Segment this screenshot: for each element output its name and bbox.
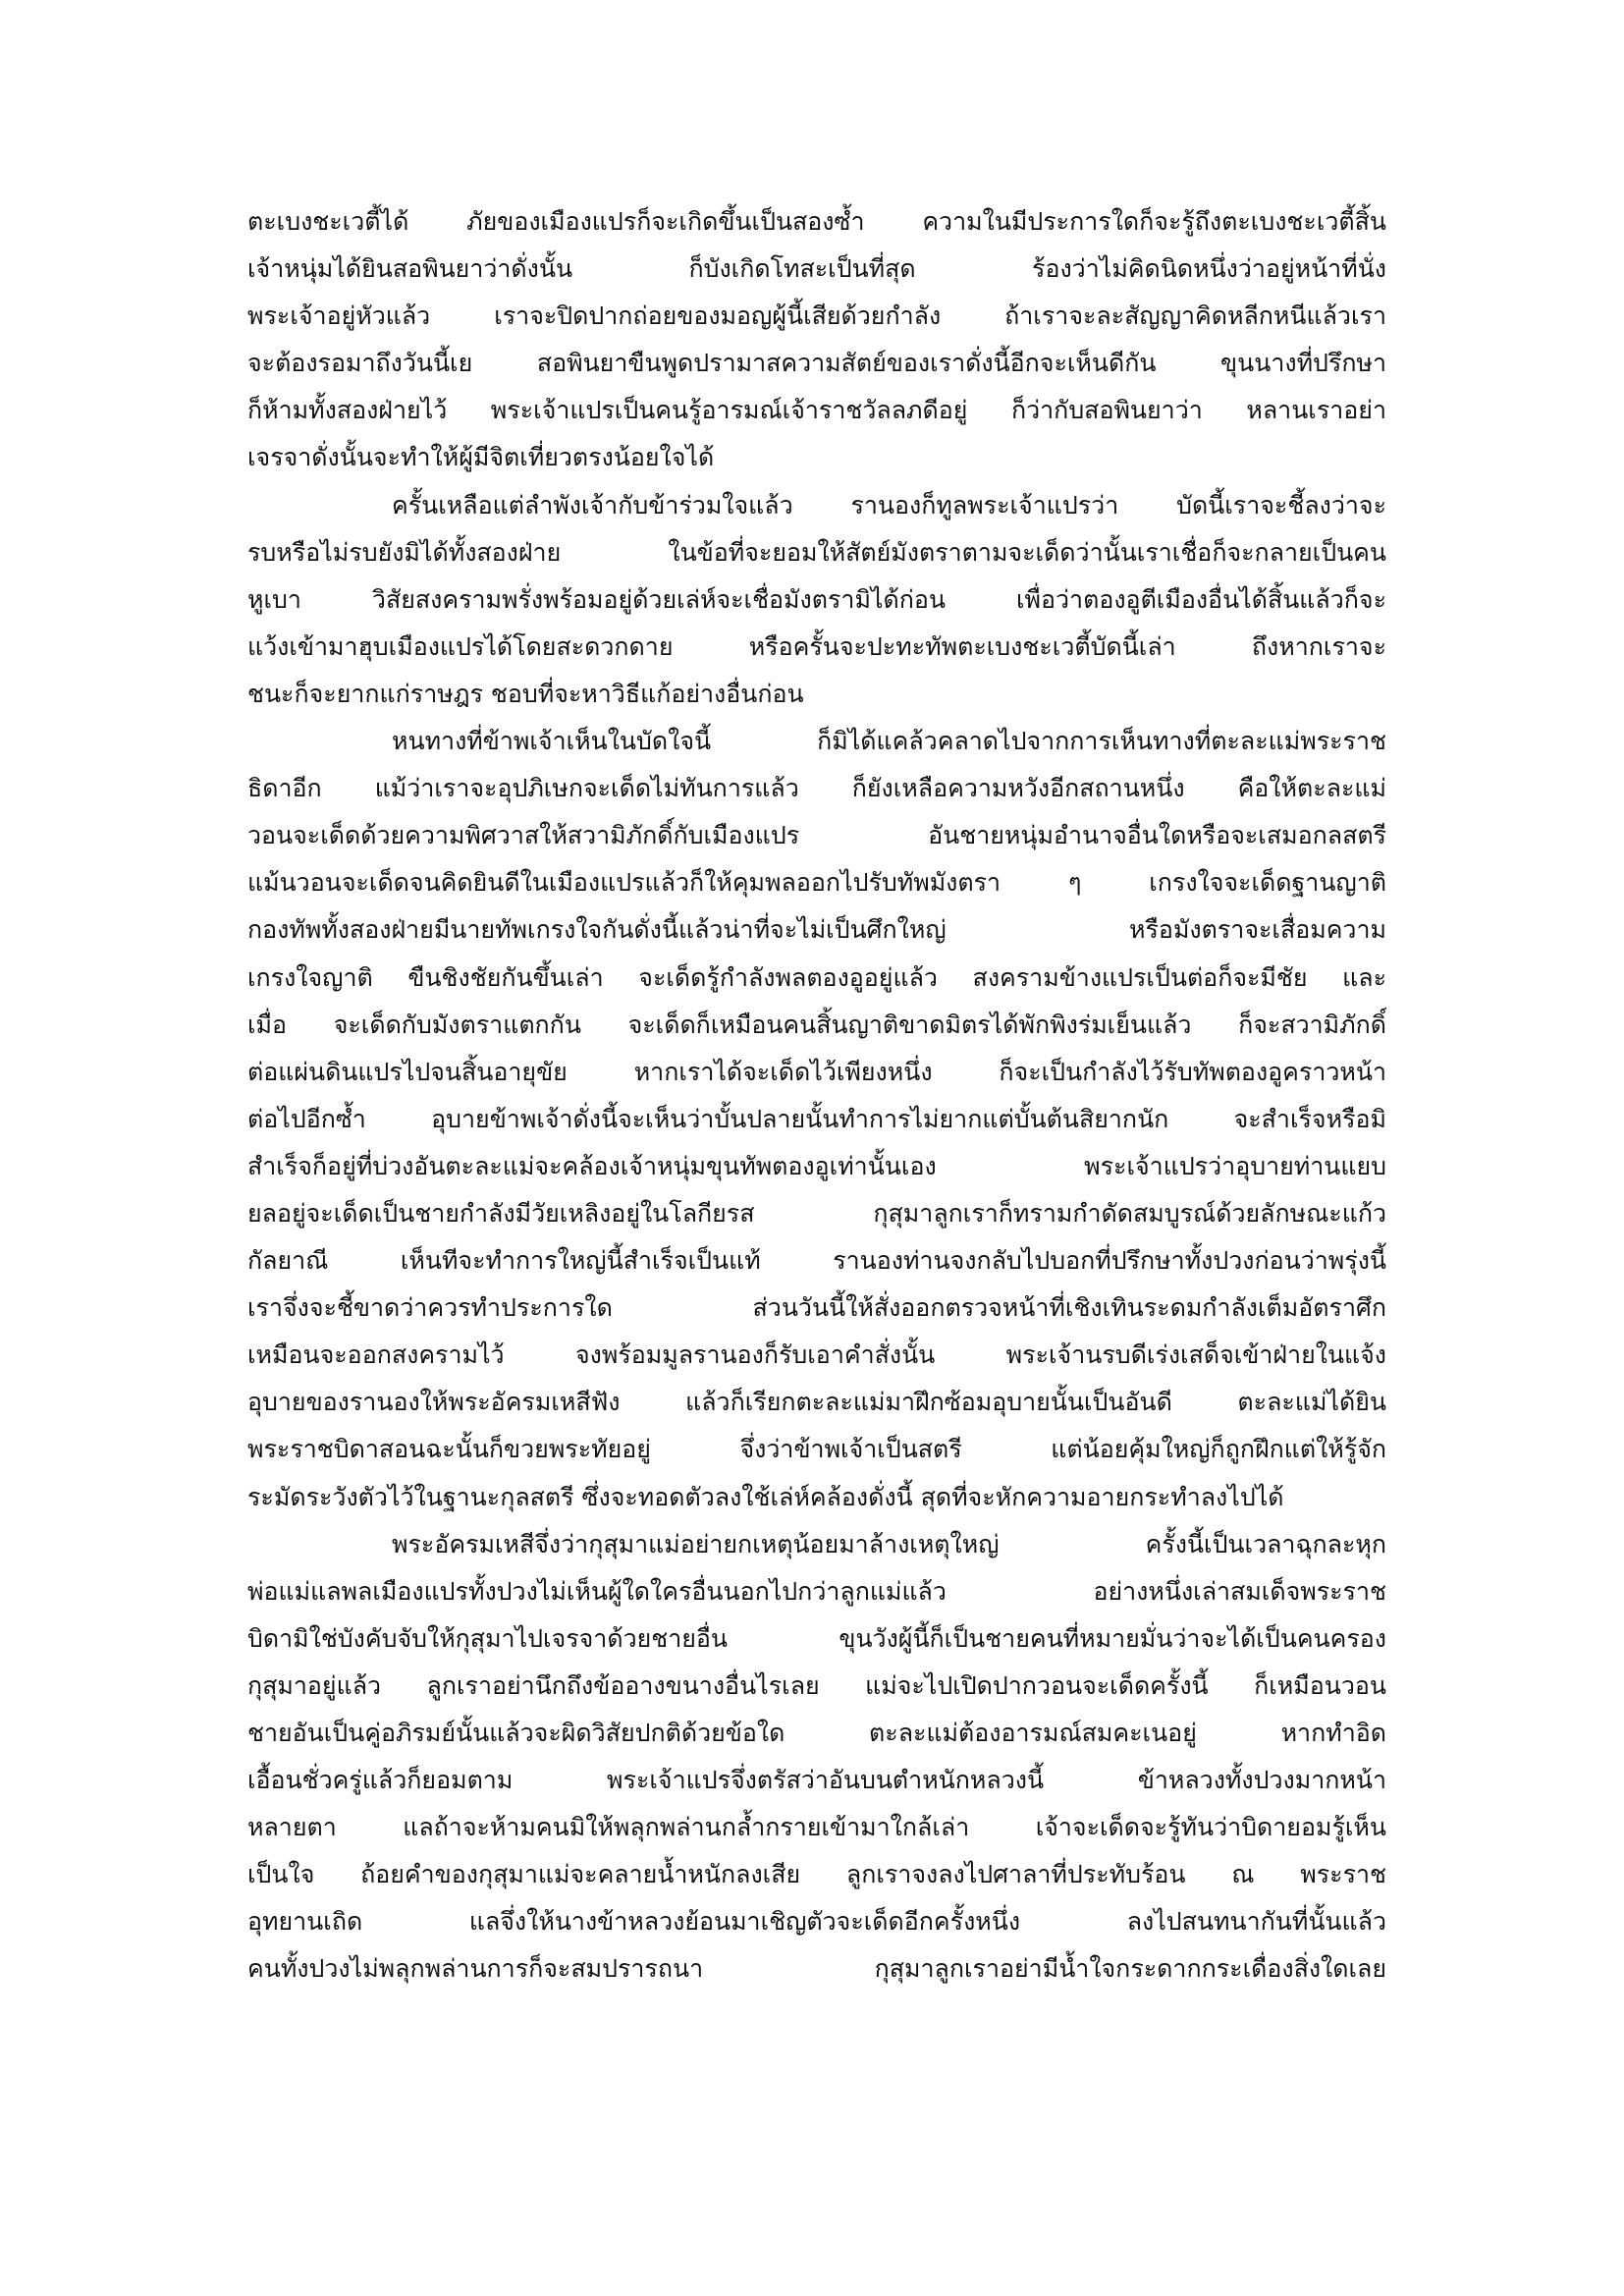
text-line: กัลยาณี เห็นทีจะทำการใหญ่นี้สำเร็จเป็นแท้ รานองท่านจงกลับไปบอกที่ปรึกษาทั้งปวงก่อนว่าพรุ่งนี้ — [247, 1246, 1386, 1276]
text-line: ยลอยู่จะเด็ดเป็นชายกำลังมีวัยเหลิงอยู่ในโลกียรส กุสุมาลูกเราก็ทรามกำดัดสมบูรณ์ด้วยลักษณะแก้ว — [247, 1198, 1386, 1228]
text-line: หูเบา วิสัยสงครามพรั่งพร้อมอยู่ด้วยเล่ห์จะเชื่อมังตรามิได้ก่อน เพื่อว่าตองอูตีเมืองอื่นได้สิ้นแล้วก็จะ — [247, 584, 1386, 614]
text-line: พระราชบิดาสอนฉะนั้นก็ขวยพระทัยอยู่ จึ่งว่าข้าพเจ้าเป็นสตรี แต่น้อยคุ้มใหญ่ก็ถูกฝึกแต่ให้รู้จัก — [247, 1435, 1386, 1464]
text-line: ต่อไปอีกซ้ำ อุบายข้าพเจ้าดั่งนี้จะเห็นว่าบั้นปลายนั้นทำการไม่ยากแต่บั้นต้นสิยากนัก จะสำเร็จหรือมิ — [247, 1104, 1386, 1133]
text-line: ชายอันเป็นคู่อภิรมย์นั้นแล้วจะผิดวิสัยปกติด้วยข้อใด ตะละแม่ต้องอารมณ์สมคะเนอยู่ หากทำอิด — [247, 1719, 1386, 1747]
text-line: กุสุมาอยู่แล้ว ลูกเราอย่านึกถึงข้ออางขนางอื่นไรเลย แม่จะไปเปิดปากวอนจะเด็ดครั้งนี้ ก็เหมือนวอน — [247, 1670, 1386, 1700]
text-line: ต่อแผ่นดินแปรไปจนสิ้นอายุขัย หากเราได้จะเด็ดไว้เพียงหนึ่ง ก็จะเป็นกำลังไว้รับทัพตองอูคราวหน้า — [247, 1057, 1386, 1086]
text-line: วอนจะเด็ดด้วยความพิศวาสให้สวามิภักดิ์กับเมืองแปร อันชายหนุ่มอำนาจอื่นใดหรือจะเสมอกลสตรี — [247, 821, 1386, 850]
text-line: เมื่อ จะเด็ดกับมังตราแตกกัน จะเด็ดก็เหมือนคนสิ้นญาติขาดมิตรได้พักพิงร่มเย็นแล้ว ก็จะสวามิภักดิ์ — [247, 1010, 1386, 1039]
text-line: เป็นใจ ถ้อยคำของกุสุมาแม่จะคลายน้ำหนักลงเสีย ลูกเราจงลงไปศาลาที่ประทับร้อน ณ พระราช — [247, 1860, 1386, 1889]
text-line: ก็ห้ามทั้งสองฝ่ายไว้ พระเจ้าแปรเป็นคนรู้อารมณ์เจ้าราชวัลลภดีอยู่ ก็ว่ากับสอพินยาว่า หลานเราอย่า — [247, 396, 1386, 425]
text-line: ระมัดระวังตัวไว้ในฐานะกุลสตรี ซึ่งจะทอดตัวลงใช้เล่ห์คล้องดั่งนี้ สุดที่จะหักความอายกระทำลงไปได้ — [247, 1482, 1284, 1511]
text-line: รบหรือไม่รบยังมิได้ทั้งสองฝ่าย ในข้อที่จะยอมให้สัตย์มังตราตามจะเด็ดว่านั้นเราเชื่อก็จะกลายเป็นคน — [247, 537, 1386, 567]
text-line: แว้งเข้ามาฮุบเมืองแปรได้โดยสะดวกดาย หรือครั้นจะปะทะทัพตะเบงชะเวตี้บัดนี้เล่า ถึงหากเราจะ — [247, 631, 1386, 661]
text-line: เจ้าหนุ่มได้ยินสอพินยาว่าดั่งนั้น ก็บังเกิดโทสะเป็นที่สุด ร้องว่าไม่คิดนิดหนึ่งว่าอยู่หน้าที่นั่ง — [247, 254, 1386, 284]
paragraph-first-line: ครั้นเหลือแต่ลำพังเจ้ากับข้าร่วมใจแล้ว รานองก็ทูลพระเจ้าแปรว่า บัดนี้เราจะชี้ลงว่าจะ — [392, 490, 1386, 519]
text-line: เหมือนจะออกสงครามไว้ จงพร้อมมูลรานองก็รับเอาคำสั่งนั้น พระเจ้านรบดีเร่งเสด็จเข้าฝ่ายในแจ้ง — [247, 1340, 1386, 1370]
text-line: พระเจ้าอยู่หัวแล้ว เราจะปิดปากถ่อยของมอญผู้นี้เสียด้วยกำลัง ถ้าเราจะละสัญญาคิดหลีกหนีแล้วเรา — [247, 301, 1386, 331]
text-line: ชนะก็จะยากแก่ราษฎร ชอบที่จะหาวิธีแก้อย่างอื่นก่อน — [247, 679, 804, 708]
paragraph-first-line: หนทางที่ข้าพเจ้าเห็นในบัดใจนี้ ก็มิได้แคล้วคลาดไปจากการเห็นทางที่ตะละแม่พระราช — [392, 727, 1386, 756]
text-line: พ่อแม่แลพลเมืองแปรทั้งปวงไม่เห็นผู้ใดใครอื่นนอกไปกว่าลูกแม่แล้ว อย่างหนึ่งเล่าสมเด็จพระราช — [247, 1576, 1386, 1606]
text-line: แม้นวอนจะเด็ดจนคิดยินดีในเมืองแปรแล้วก็ให้คุมพลออกไปรับทัพมังตรา ๆ เกรงใจจะเด็ดฐานญาติ — [247, 868, 1386, 898]
text-line: หลายตา แลถ้าจะห้ามคนมิให้พลุกพล่านกล้ำกรายเข้ามาใกล้เล่า เจ้าจะเด็ดจะรู้ทันว่าบิดายอมรู้เห็น — [247, 1813, 1386, 1842]
text-line: เจรจาดั่งนั้นจะทำให้ผู้มีจิตเที่ยวตรงน้อยใจได้ — [247, 443, 715, 472]
text-line: อุทยานเถิด แลจึ่งให้นางข้าหลวงย้อนมาเชิญตัวจะเด็ดอีกครั้งหนึ่ง ลงไปสนทนากันที่นั้นแล้ว — [247, 1907, 1386, 1937]
text-line: ตะเบงชะเวตี้ได้ ภัยของเมืองแปรก็จะเกิดขึ้นเป็นสองซ้ำ ความในมีประการใดก็จะรู้ถึงตะเบงชะเวตี้สิ้น — [247, 207, 1386, 236]
text-line: กองทัพทั้งสองฝ่ายมีนายทัพเกรงใจกันดั่งนี้แล้วน่าที่จะไม่เป็นศึกใหญ่ หรือมังตราจะเสื่อมความ — [247, 915, 1386, 945]
body-text — [247, 198, 1386, 1994]
paragraph-first-line: พระอัครมเหสีจึ่งว่ากุสุมาแม่อย่ายกเหตุน้อยมาล้างเหตุใหญ่ ครั้งนี้เป็นเวลาฉุกละหุก — [392, 1529, 1386, 1558]
text-line: เอื้อนชั่วครู่แล้วก็ยอมตาม พระเจ้าแปรจึ่งตรัสว่าอันบนตำหนักหลวงนี้ ข้าหลวงทั้งปวงมากหน้า — [247, 1766, 1386, 1795]
text-line: เกรงใจญาติ ขืนชิงชัยกันขึ้นเล่า จะเด็ดรู้กำลังพลตองอูอยู่แล้ว สงครามข้างแปรเป็นต่อก็จะมีชัย และ — [247, 962, 1386, 992]
text-line: บิดามิใช่บังคับจับให้กุสุมาไปเจรจาด้วยชายอื่น ขุนวังผู้นี้ก็เป็นชายคนที่หมายมั่นว่าจะได้เป็นคนครอง — [247, 1623, 1386, 1653]
text-line: เราจึ่งจะชี้ขาดว่าควรทำประการใด ส่วนวันนี้ให้สั่งออกตรวจหน้าที่เชิงเทินระดมกำลังเต็มอัตราศึก — [247, 1293, 1386, 1323]
text-line: จะต้องรอมาถึงวันนี้เย สอพินยาขืนพูดปรามาสความสัตย์ของเราดั่งนี้อีกจะเห็นดีกัน ขุนนางที่ปรึกษา — [247, 349, 1386, 378]
text-line: ธิดาอีก แม้ว่าเราจะอุปภิเษกจะเด็ดไม่ทันการแล้ว ก็ยังเหลือความหวังอีกสถานหนึ่ง คือให้ตะละแม่ — [247, 774, 1386, 803]
text-line: สำเร็จก็อยู่ที่บ่วงอันตะละแม่จะคล้องเจ้าหนุ่มขุนทัพตองอูเท่านั้นเอง พระเจ้าแปรว่าอุบายท่านแยบ — [247, 1151, 1386, 1180]
text-line: อุบายของรานองให้พระอัครมเหสีฟัง แล้วก็เรียกตะละแม่มาฝึกซ้อมอุบายนั้นเป็นอันดี ตะละแม่ได้ยิน — [247, 1388, 1386, 1417]
text-line: คนทั้งปวงไม่พลุกพล่านการก็จะสมปรารถนา กุสุมาลูกเราอย่ามีน้ำใจกระดากกระเดื่องสิ่งใดเลย — [247, 1954, 1386, 1984]
